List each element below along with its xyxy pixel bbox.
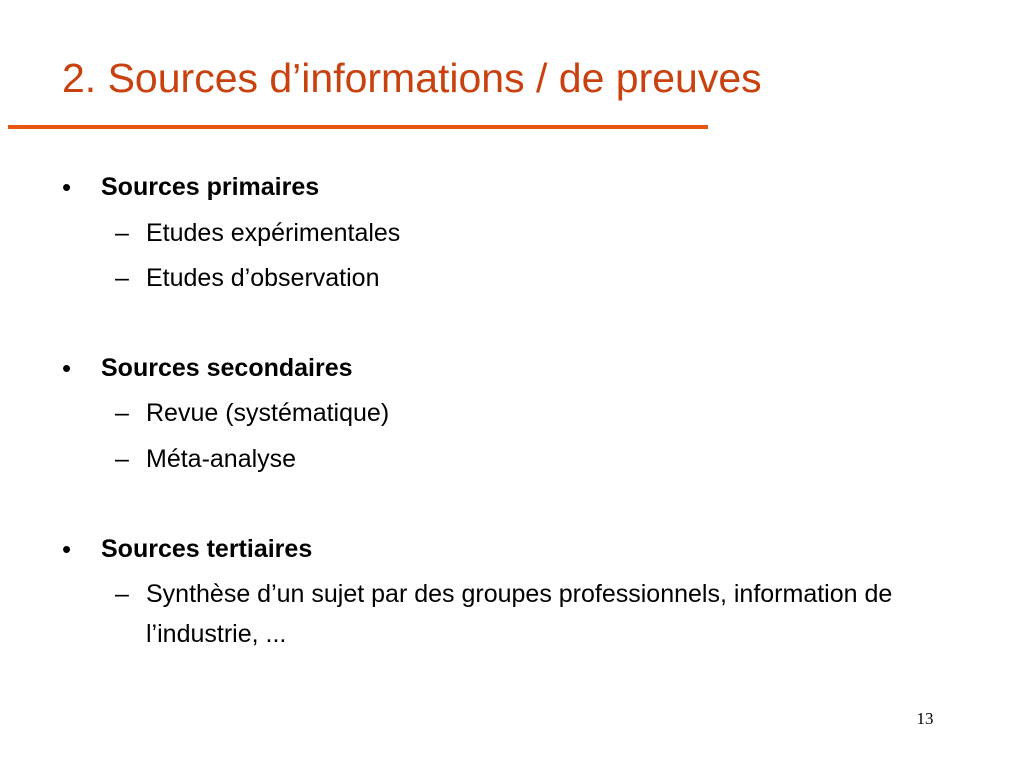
dash-icon: –	[115, 399, 129, 427]
section-heading-primary: Sources primaires	[101, 173, 320, 201]
dash-icon: –	[115, 264, 129, 292]
dash-icon: –	[115, 580, 129, 608]
dash-icon: –	[115, 219, 129, 247]
page-number: 13	[916, 709, 934, 728]
section-primary	[0, 170, 1024, 210]
list-item-text: Méta-analyse	[146, 445, 297, 473]
dash-icon: –	[115, 445, 129, 473]
slide-title: 2. Sources d’informations / de preuves	[62, 55, 762, 101]
list-item-text: Synthèse d’un sujet par des groupes professionnels, information de l’industrie, ...	[146, 580, 893, 648]
list-item-text: Etudes d’observation	[146, 264, 380, 292]
section-heading-secondary: Sources secondaires	[101, 354, 353, 382]
list-item-text: Etudes expérimentales	[146, 219, 401, 247]
section-secondary	[0, 351, 1024, 391]
section-heading-tertiary: Sources tertiaires	[101, 535, 313, 563]
bullet-icon: •	[62, 353, 72, 383]
bullet-icon: •	[62, 172, 72, 202]
section-tertiary	[0, 532, 1024, 572]
bullet-icon: •	[62, 534, 72, 564]
list-item-text: Revue (systématique)	[146, 399, 390, 427]
